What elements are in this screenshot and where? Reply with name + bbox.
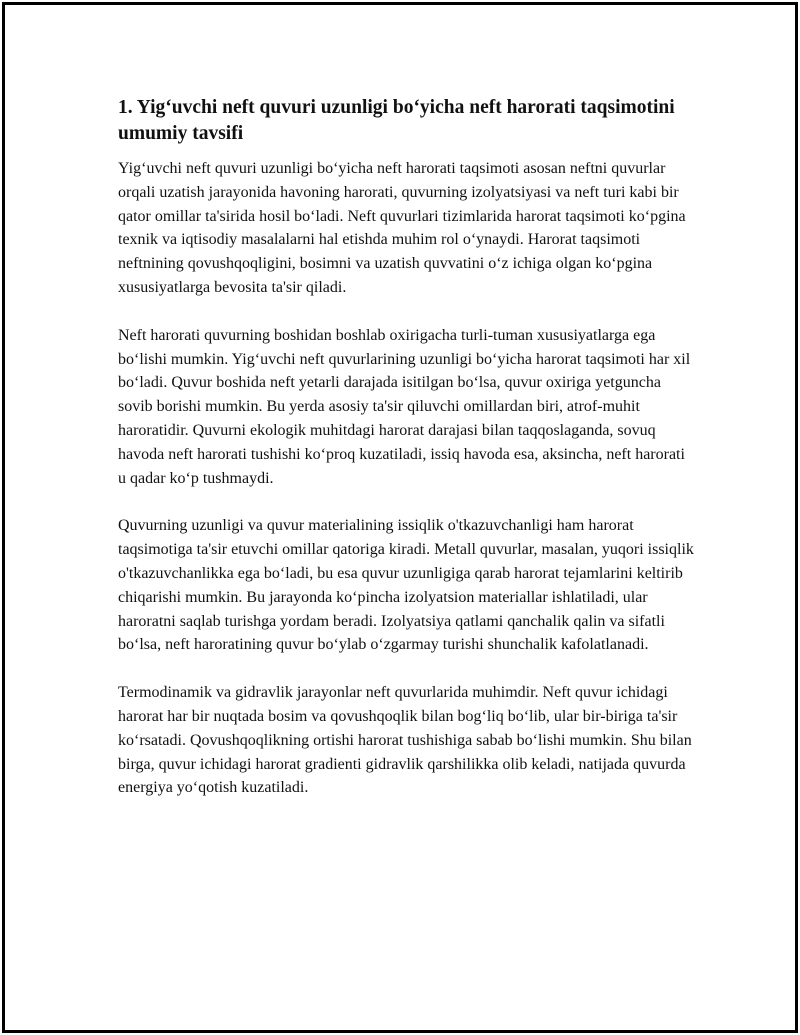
paragraph-2: Neft harorati quvurning boshidan boshlab oxirigacha turli-tuman xususiyatlarga ega bo‘lishi mumkin. Yig‘uvchi neft quvurlarining uzunligi bo‘yicha harorat taqsimoti har xil bo‘ladi. Quvur boshida neft yetarli darajada isitilgan bo‘lsa, quvur oxiriga yetguncha sovib borishi mumkin. Bu yerda asosiy ta'sir qiluvchi omillardan biri, atrof-muhit haroratidir. Quvurni ekologik muhitdagi harorat darajasi bilan taqqoslaganda, sovuq havoda neft harorati tushishi ko‘proq kuzatiladi, issiq havoda esa, aksincha, neft harorati u qadar ko‘p tushmaydi. xyxy=(118,326,691,487)
paragraph-3: Quvurning uzunligi va quvur materialining issiqlik o'tkazuvchanligi ham harorat taqsimotiga ta'sir etuvchi omillar qatoriga kiradi. Metall quvurlar, masalan, yuqori issiqlik o'tkazuvchanlikka ega bo‘ladi, bu esa quvur uzunligiga qarab harorat tejamlarini keltirib chiqarishi mumkin. Bu jarayonda ko‘pincha izolyatsion materiallar ishlatiladi, ular haroratni saqlab turishga yordam beradi. Izolyatsiya qatlami qanchalik qalin va sifatli bo‘lsa, neft haroratining quvur bo‘ylab o‘zgarmay turishi shunchalik kafolatlanadi. xyxy=(118,517,694,654)
paragraph-1: Yig‘uvchi neft quvuri uzunligi bo‘yicha neft harorati taqsimoti asosan neftni quvurlar orqali uzatish jarayonida havoning harorati, quvurning izolyatsiyasi va neft turi kabi bir qator omillar ta'sirida hosil bo‘ladi. Neft quvurlari tizimlarida harorat taqsimoti ko‘pgina texnik va iqtisodiy masalalarni hal etishda muhim rol o‘ynaydi. Harorat taqsimoti neftnining qovushqoqligini, bosimni va uzatish quvvatini o‘z ichiga olgan ko‘pgina xususiyatlarga bevosita ta'sir qiladi. xyxy=(118,160,686,296)
section-heading: 1. Yig‘uvchi neft quvuri uzunligi bo‘yicha neft harorati taqsimotini umumiy tavsifi xyxy=(118,97,675,144)
document-body xyxy=(118,95,696,824)
paragraph-4: Termodinamik va gidravlik jarayonlar neft quvurlarida muhimdir. Neft quvur ichidagi harorat har bir nuqtada bosim va qovushqoqlik bilan bog‘liq bo‘lib, ular bir-biriga ta'sir ko‘rsatadi. Qovushqoqlikning ortishi harorat tushishiga sabab bo‘lishi mumkin. Shu bilan birga, quvur ichidagi harorat gradienti gidravlik qarshilikka olib keladi, natijada quvurda energiya yo‘qotish kuzatiladi. xyxy=(118,684,692,797)
